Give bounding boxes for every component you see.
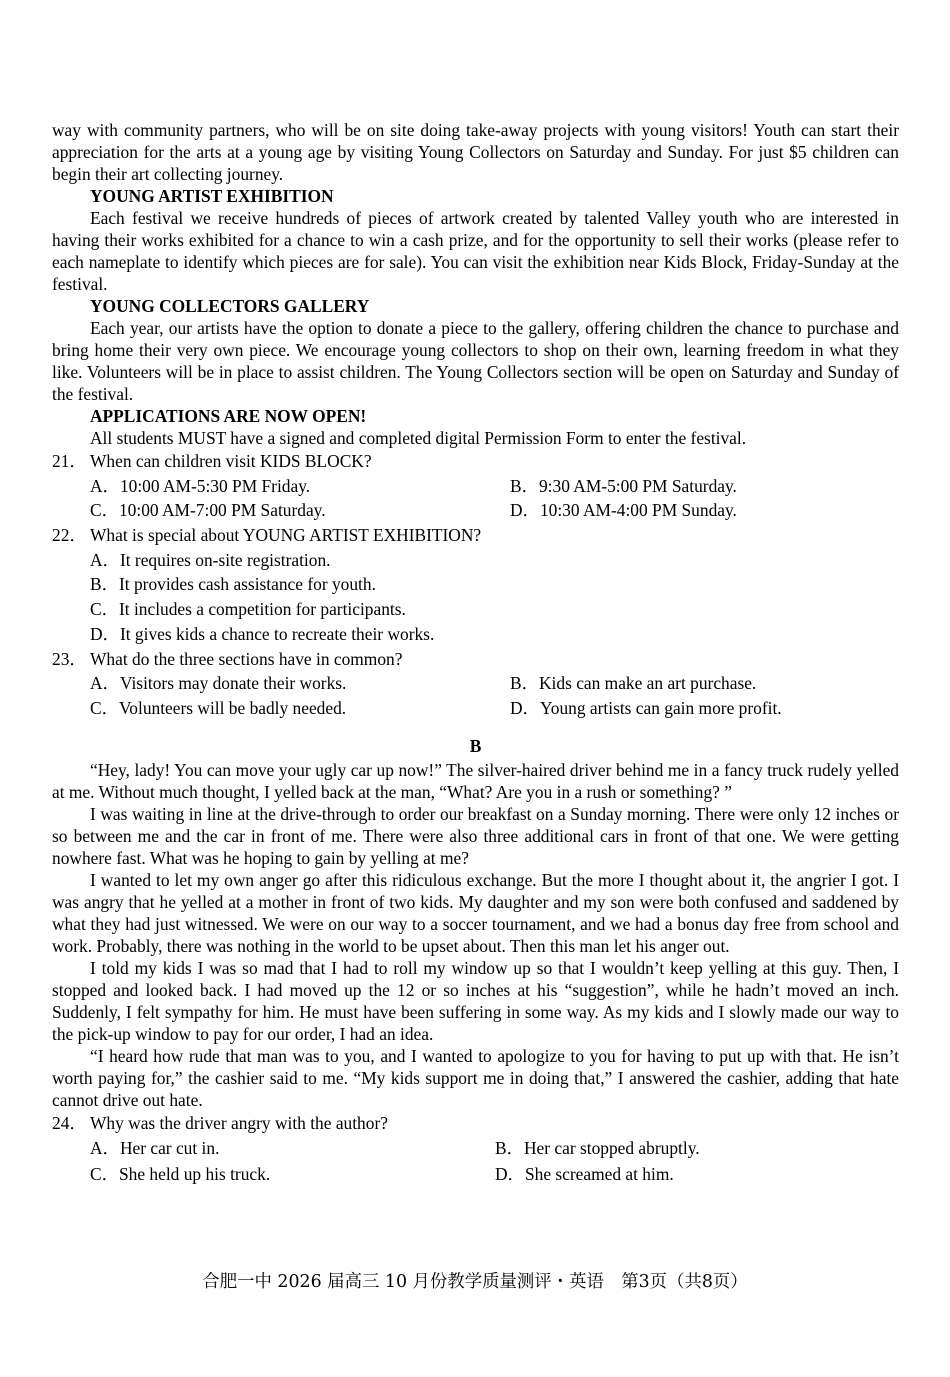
question-number: 22． (52, 525, 87, 546)
question-text: When can children visit KIDS BLOCK? (90, 451, 372, 471)
question-24 (52, 1111, 899, 1188)
question-stem (52, 449, 899, 474)
option-c: C．It includes a competition for participants. (90, 599, 406, 620)
question-number: 21． (52, 451, 87, 471)
passage-paragraph: I was waiting in line at the drive-through to order our breakfast on a Sunday morning. There were only 12 inches or so between me and the car in front of me. There were also three additional cars in front of that one. We were getting nowhere fast. What was he hoping to gain by yelling at me? (52, 803, 899, 868)
page-footer: 合肥一中 2026 届高三 10 月份教学质量测评・英语 第3页（共8页） (202, 1272, 748, 1292)
option-c: C．10:00 AM-7:00 PM Saturday. (90, 500, 326, 521)
question-number: 24． (52, 1112, 87, 1133)
section-body: Each year, our artists have the option to donate a piece to the gallery, offering children the chance to purchase and bring home their very own piece. We encourage young collectors to shop on their own, learning freedom in what they like. Volunteers will be in place to assist children. The Young Collectors section will be open on Saturday and Sunday of the festival. (52, 318, 899, 404)
section-heading: YOUNG COLLECTORS GALLERY (90, 296, 370, 316)
option-b: B．It provides cash assistance for youth. (90, 574, 376, 595)
question-stem (52, 1111, 899, 1136)
section-body: All students MUST have a signed and completed digital Permission Form to enter the festival. (90, 428, 747, 448)
option-d: D．Young artists can gain more profit. (510, 698, 782, 719)
section-applications (52, 405, 899, 449)
passage-paragraph: I told my kids I was so mad that I had to roll my window up so that I wouldn’t keep yelling at this guy. Then, I stopped and looked back. I had moved up the 12 or so inches at his “suggestion”, while he hadn’t moved an inch. Suddenly, I felt sympathy for him. He must have been suffering in some way. As my kids and I slowly made our way to the pick-up window to pay for our order, I had an idea. (52, 957, 899, 1044)
question-stem (52, 523, 899, 548)
section-b-title: B (469, 735, 482, 756)
option-a: A．Her car cut in. (90, 1138, 220, 1159)
option-d: D．It gives kids a chance to recreate their works. (90, 623, 435, 644)
section-young-artist-exhibition (52, 185, 899, 295)
question-text: What do the three sections have in common? (90, 648, 403, 669)
option-b: B．9:30 AM-5:00 PM Saturday. (510, 475, 737, 496)
question-21 (52, 449, 899, 523)
option-c: C．She held up his truck. (90, 1164, 271, 1185)
passage-b (52, 759, 899, 1111)
option-a: A．It requires on-site registration. (90, 549, 331, 570)
intro-paragraph: way with community partners, who will be on site doing take-away projects with young visitors! Youth can start their appreciation for the arts at a young age by visiting Young Collectors on Saturday and Sunday. For just $5 children can begin their art collecting journey. (52, 120, 899, 184)
question-number: 23． (52, 648, 87, 669)
section-heading: YOUNG ARTIST EXHIBITION (90, 186, 334, 206)
section-heading: APPLICATIONS ARE NOW OPEN! (90, 406, 367, 426)
option-b: B．Her car stopped abruptly. (495, 1138, 700, 1159)
passage-paragraph: “I heard how rude that man was to you, and I wanted to apologize to you for having to put up with that. He isn’t worth paying for,” the cashier said to me. “My kids support me in doing that,” I answered the cashier, adding that hate cannot drive out hate. (52, 1045, 899, 1110)
passage-paragraph: “Hey, lady! You can move your ugly car up now!” The silver-haired driver behind me in a fancy truck rudely yelled at me. Without much thought, I yelled back at the man, “What? Are you in a rush or something? ” (52, 759, 899, 802)
question-text: What is special about YOUNG ARTIST EXHIBITION? (90, 525, 482, 546)
passage-paragraph: I wanted to let my own anger go after this ridiculous exchange. But the more I thought about it, the angrier I got. I was angry that he yelled at a mother in front of two kids. My daughter and my son were both confused and saddened by what they had just witnessed. We were on our way to a soccer tournament, and we had a bonus day free from school and work. Probably, there was nothing in the world to be upset about. Then this man let his anger out. (52, 869, 899, 956)
option-c: C．Volunteers will be badly needed. (90, 698, 347, 719)
question-22 (52, 523, 899, 647)
option-b: B．Kids can make an art purchase. (510, 673, 757, 694)
option-a: A．10:00 AM-5:30 PM Friday. (90, 475, 311, 496)
exam-page (52, 119, 899, 1187)
section-young-collectors-gallery (52, 295, 899, 405)
question-23 (52, 647, 899, 721)
question-text: Why was the driver angry with the author? (90, 1112, 388, 1133)
section-body: Each festival we receive hundreds of pieces of artwork created by talented Valley youth who are interested in having their works exhibited for a chance to win a cash prize, and for the opportunity to sell their works (please refer to each nameplate to identify which pieces are for sale). You can visit the exhibition near Kids Block, Friday-Sunday at the festival. (52, 208, 899, 294)
option-d: D．10:30 AM-4:00 PM Sunday. (510, 500, 737, 521)
option-a: A．Visitors may donate their works. (90, 673, 347, 694)
option-d: D．She screamed at him. (495, 1164, 674, 1185)
question-stem (52, 647, 899, 672)
